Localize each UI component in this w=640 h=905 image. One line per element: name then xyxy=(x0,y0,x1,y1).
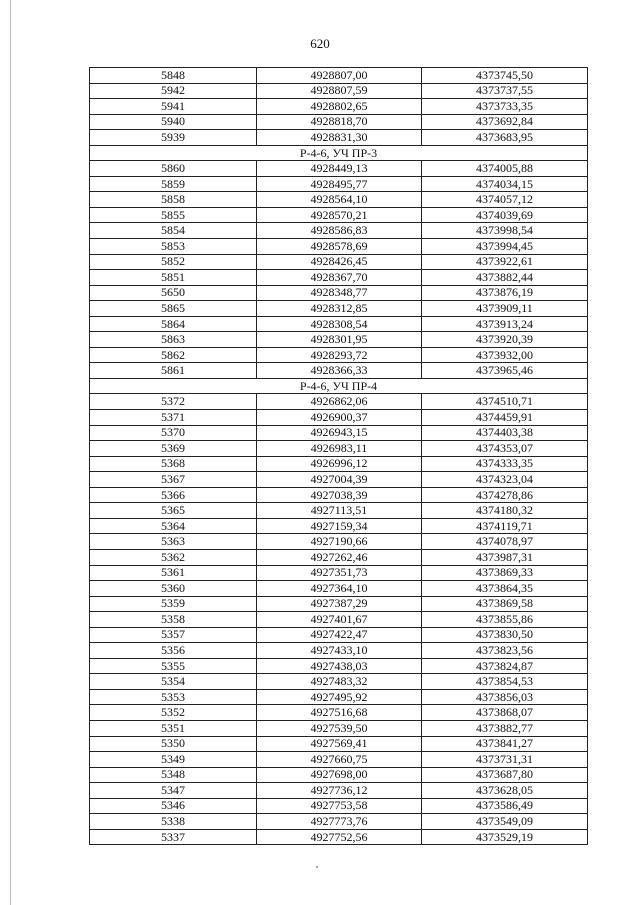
x-coordinate-cell: 4927364,10 xyxy=(257,581,422,597)
point-number-cell: 5370 xyxy=(90,425,257,441)
point-number-cell: 5352 xyxy=(90,705,257,721)
y-coordinate-cell: 4373549,09 xyxy=(422,814,588,830)
x-coordinate-cell: 4927190,66 xyxy=(257,534,422,550)
y-coordinate-cell: 4373856,03 xyxy=(422,689,588,705)
x-coordinate-cell: 4926862,06 xyxy=(257,394,422,410)
table-row xyxy=(90,332,588,348)
table-row xyxy=(90,410,588,426)
x-coordinate-cell: 4928367,70 xyxy=(257,270,422,286)
table-row xyxy=(90,441,588,457)
x-coordinate-cell: 4928366,33 xyxy=(257,363,422,379)
point-number-cell: 5351 xyxy=(90,720,257,736)
y-coordinate-cell: 4373529,19 xyxy=(422,829,588,845)
y-coordinate-cell: 4374057,12 xyxy=(422,192,588,208)
point-number-cell: 5862 xyxy=(90,347,257,363)
x-coordinate-cell: 4928570,21 xyxy=(257,207,422,223)
y-coordinate-cell: 4373854,53 xyxy=(422,674,588,690)
point-number-cell: 5365 xyxy=(90,503,257,519)
point-number-cell: 5356 xyxy=(90,643,257,659)
y-coordinate-cell: 4374459,91 xyxy=(422,410,588,426)
table-row xyxy=(90,705,588,721)
x-coordinate-cell: 4927159,34 xyxy=(257,518,422,534)
section-header-row xyxy=(90,378,588,394)
table-row xyxy=(90,270,588,286)
point-number-cell: 5363 xyxy=(90,534,257,550)
point-number-cell: 5360 xyxy=(90,581,257,597)
point-number-cell: 5361 xyxy=(90,565,257,581)
x-coordinate-cell: 4928802,65 xyxy=(257,99,422,115)
table-row xyxy=(90,596,588,612)
y-coordinate-cell: 4374278,86 xyxy=(422,487,588,503)
y-coordinate-cell: 4373909,11 xyxy=(422,301,588,317)
x-coordinate-cell: 4927262,46 xyxy=(257,549,422,565)
point-number-cell: 5357 xyxy=(90,627,257,643)
y-coordinate-cell: 4373692,84 xyxy=(422,114,588,130)
point-number-cell: 5354 xyxy=(90,674,257,690)
x-coordinate-cell: 4927752,56 xyxy=(257,829,422,845)
x-coordinate-cell: 4927438,03 xyxy=(257,658,422,674)
x-coordinate-cell: 4926983,11 xyxy=(257,441,422,457)
table-row xyxy=(90,68,588,84)
x-coordinate-cell: 4927569,41 xyxy=(257,736,422,752)
point-number-cell: 5368 xyxy=(90,456,257,472)
y-coordinate-cell: 4373586,49 xyxy=(422,798,588,814)
x-coordinate-cell: 4926943,15 xyxy=(257,425,422,441)
table-row xyxy=(90,736,588,752)
y-coordinate-cell: 4373987,31 xyxy=(422,549,588,565)
x-coordinate-cell: 4928449,13 xyxy=(257,161,422,177)
table-row xyxy=(90,83,588,99)
table-row xyxy=(90,581,588,597)
y-coordinate-cell: 4373965,46 xyxy=(422,363,588,379)
x-coordinate-cell: 4928818,70 xyxy=(257,114,422,130)
x-coordinate-cell: 4928308,54 xyxy=(257,316,422,332)
x-coordinate-cell: 4927038,39 xyxy=(257,487,422,503)
x-coordinate-cell: 4926900,37 xyxy=(257,410,422,426)
table-row xyxy=(90,627,588,643)
table-row xyxy=(90,534,588,550)
point-number-cell: 5337 xyxy=(90,829,257,845)
table-row xyxy=(90,487,588,503)
table-row xyxy=(90,363,588,379)
point-number-cell: 5858 xyxy=(90,192,257,208)
y-coordinate-cell: 4374403,38 xyxy=(422,425,588,441)
x-coordinate-cell: 4928293,72 xyxy=(257,347,422,363)
x-coordinate-cell: 4927401,67 xyxy=(257,612,422,628)
table-row xyxy=(90,472,588,488)
y-coordinate-cell: 4373841,27 xyxy=(422,736,588,752)
point-number-cell: 5372 xyxy=(90,394,257,410)
y-coordinate-cell: 4373683,95 xyxy=(422,130,588,146)
y-coordinate-cell: 4374039,69 xyxy=(422,207,588,223)
x-coordinate-cell: 4927483,32 xyxy=(257,674,422,690)
y-coordinate-cell: 4373932,00 xyxy=(422,347,588,363)
x-coordinate-cell: 4927539,50 xyxy=(257,720,422,736)
table-row xyxy=(90,301,588,317)
x-coordinate-cell: 4927736,12 xyxy=(257,783,422,799)
y-coordinate-cell: 4373876,19 xyxy=(422,285,588,301)
point-number-cell: 5338 xyxy=(90,814,257,830)
section-label: Р-4-6, УЧ ПР-3 xyxy=(90,145,588,161)
point-number-cell: 5859 xyxy=(90,176,257,192)
table-row xyxy=(90,689,588,705)
x-coordinate-cell: 4928807,59 xyxy=(257,83,422,99)
scan-speck xyxy=(316,866,318,868)
table-row xyxy=(90,207,588,223)
point-number-cell: 5852 xyxy=(90,254,257,270)
x-coordinate-cell: 4927660,75 xyxy=(257,752,422,768)
x-coordinate-cell: 4927422,47 xyxy=(257,627,422,643)
y-coordinate-cell: 4373869,33 xyxy=(422,565,588,581)
table-row xyxy=(90,161,588,177)
table-row xyxy=(90,130,588,146)
point-number-cell: 5941 xyxy=(90,99,257,115)
y-coordinate-cell: 4373868,07 xyxy=(422,705,588,721)
point-number-cell: 5348 xyxy=(90,767,257,783)
point-number-cell: 5854 xyxy=(90,223,257,239)
table-row xyxy=(90,798,588,814)
table-row xyxy=(90,456,588,472)
table-row xyxy=(90,814,588,830)
point-number-cell: 5355 xyxy=(90,658,257,674)
table-row xyxy=(90,114,588,130)
x-coordinate-cell: 4928348,77 xyxy=(257,285,422,301)
y-coordinate-cell: 4373628,05 xyxy=(422,783,588,799)
x-coordinate-cell: 4927516,68 xyxy=(257,705,422,721)
y-coordinate-cell: 4373731,31 xyxy=(422,752,588,768)
point-number-cell: 5650 xyxy=(90,285,257,301)
y-coordinate-cell: 4373882,77 xyxy=(422,720,588,736)
point-number-cell: 5851 xyxy=(90,270,257,286)
x-coordinate-cell: 4928831,30 xyxy=(257,130,422,146)
point-number-cell: 5863 xyxy=(90,332,257,348)
y-coordinate-cell: 4374333,35 xyxy=(422,456,588,472)
y-coordinate-cell: 4373920,39 xyxy=(422,332,588,348)
table-row xyxy=(90,549,588,565)
x-coordinate-cell: 4928807,00 xyxy=(257,68,422,84)
table-row xyxy=(90,285,588,301)
x-coordinate-cell: 4926996,12 xyxy=(257,456,422,472)
table-row xyxy=(90,643,588,659)
x-coordinate-cell: 4927495,92 xyxy=(257,689,422,705)
y-coordinate-cell: 4374510,71 xyxy=(422,394,588,410)
y-coordinate-cell: 4373855,86 xyxy=(422,612,588,628)
x-coordinate-cell: 4928586,83 xyxy=(257,223,422,239)
point-number-cell: 5359 xyxy=(90,596,257,612)
y-coordinate-cell: 4373823,56 xyxy=(422,643,588,659)
point-number-cell: 5939 xyxy=(90,130,257,146)
table-row xyxy=(90,503,588,519)
x-coordinate-cell: 4927433,10 xyxy=(257,643,422,659)
y-coordinate-cell: 4373830,50 xyxy=(422,627,588,643)
point-number-cell: 5350 xyxy=(90,736,257,752)
y-coordinate-cell: 4373998,54 xyxy=(422,223,588,239)
point-number-cell: 5942 xyxy=(90,83,257,99)
point-number-cell: 5860 xyxy=(90,161,257,177)
y-coordinate-cell: 4373687,80 xyxy=(422,767,588,783)
point-number-cell: 5346 xyxy=(90,798,257,814)
table-body xyxy=(90,68,588,845)
x-coordinate-cell: 4928426,45 xyxy=(257,254,422,270)
x-coordinate-cell: 4927753,58 xyxy=(257,798,422,814)
table-row xyxy=(90,192,588,208)
point-number-cell: 5853 xyxy=(90,239,257,255)
table-row xyxy=(90,99,588,115)
table-row xyxy=(90,394,588,410)
table-row xyxy=(90,347,588,363)
coordinates-table xyxy=(89,67,588,845)
table-row xyxy=(90,720,588,736)
table-row xyxy=(90,518,588,534)
y-coordinate-cell: 4374180,32 xyxy=(422,503,588,519)
table-row xyxy=(90,223,588,239)
table-row xyxy=(90,829,588,845)
x-coordinate-cell: 4928578,69 xyxy=(257,239,422,255)
point-number-cell: 5364 xyxy=(90,518,257,534)
x-coordinate-cell: 4927387,29 xyxy=(257,596,422,612)
x-coordinate-cell: 4927113,51 xyxy=(257,503,422,519)
x-coordinate-cell: 4928312,85 xyxy=(257,301,422,317)
y-coordinate-cell: 4373913,24 xyxy=(422,316,588,332)
point-number-cell: 5940 xyxy=(90,114,257,130)
table-row xyxy=(90,783,588,799)
table-row xyxy=(90,425,588,441)
point-number-cell: 5366 xyxy=(90,487,257,503)
x-coordinate-cell: 4928301,95 xyxy=(257,332,422,348)
y-coordinate-cell: 4374323,04 xyxy=(422,472,588,488)
y-coordinate-cell: 4374119,71 xyxy=(422,518,588,534)
table-row xyxy=(90,674,588,690)
point-number-cell: 5861 xyxy=(90,363,257,379)
point-number-cell: 5848 xyxy=(90,68,257,84)
x-coordinate-cell: 4928495,77 xyxy=(257,176,422,192)
table-row xyxy=(90,254,588,270)
y-coordinate-cell: 4373824,87 xyxy=(422,658,588,674)
point-number-cell: 5865 xyxy=(90,301,257,317)
y-coordinate-cell: 4373922,61 xyxy=(422,254,588,270)
table-row xyxy=(90,239,588,255)
section-label: Р-4-6, УЧ ПР-4 xyxy=(90,378,588,394)
table-row xyxy=(90,565,588,581)
y-coordinate-cell: 4373733,35 xyxy=(422,99,588,115)
table-row xyxy=(90,752,588,768)
point-number-cell: 5855 xyxy=(90,207,257,223)
table-row xyxy=(90,612,588,628)
point-number-cell: 5371 xyxy=(90,410,257,426)
point-number-cell: 5367 xyxy=(90,472,257,488)
y-coordinate-cell: 4373869,58 xyxy=(422,596,588,612)
table-row xyxy=(90,176,588,192)
table-row xyxy=(90,316,588,332)
x-coordinate-cell: 4928564,10 xyxy=(257,192,422,208)
point-number-cell: 5362 xyxy=(90,549,257,565)
x-coordinate-cell: 4927773,76 xyxy=(257,814,422,830)
y-coordinate-cell: 4373745,50 xyxy=(422,68,588,84)
x-coordinate-cell: 4927351,73 xyxy=(257,565,422,581)
point-number-cell: 5358 xyxy=(90,612,257,628)
scan-edge-mark xyxy=(10,0,11,905)
y-coordinate-cell: 4374078,97 xyxy=(422,534,588,550)
y-coordinate-cell: 4374034,15 xyxy=(422,176,588,192)
y-coordinate-cell: 4374353,07 xyxy=(422,441,588,457)
point-number-cell: 5369 xyxy=(90,441,257,457)
x-coordinate-cell: 4927698,00 xyxy=(257,767,422,783)
point-number-cell: 5349 xyxy=(90,752,257,768)
y-coordinate-cell: 4373737,55 xyxy=(422,83,588,99)
y-coordinate-cell: 4373882,44 xyxy=(422,270,588,286)
table-row xyxy=(90,658,588,674)
point-number-cell: 5347 xyxy=(90,783,257,799)
section-header-row xyxy=(90,145,588,161)
x-coordinate-cell: 4927004,39 xyxy=(257,472,422,488)
point-number-cell: 5353 xyxy=(90,689,257,705)
y-coordinate-cell: 4373864,35 xyxy=(422,581,588,597)
y-coordinate-cell: 4373994,45 xyxy=(422,239,588,255)
y-coordinate-cell: 4374005,88 xyxy=(422,161,588,177)
page-number: 620 xyxy=(310,36,330,51)
point-number-cell: 5864 xyxy=(90,316,257,332)
table-row xyxy=(90,767,588,783)
